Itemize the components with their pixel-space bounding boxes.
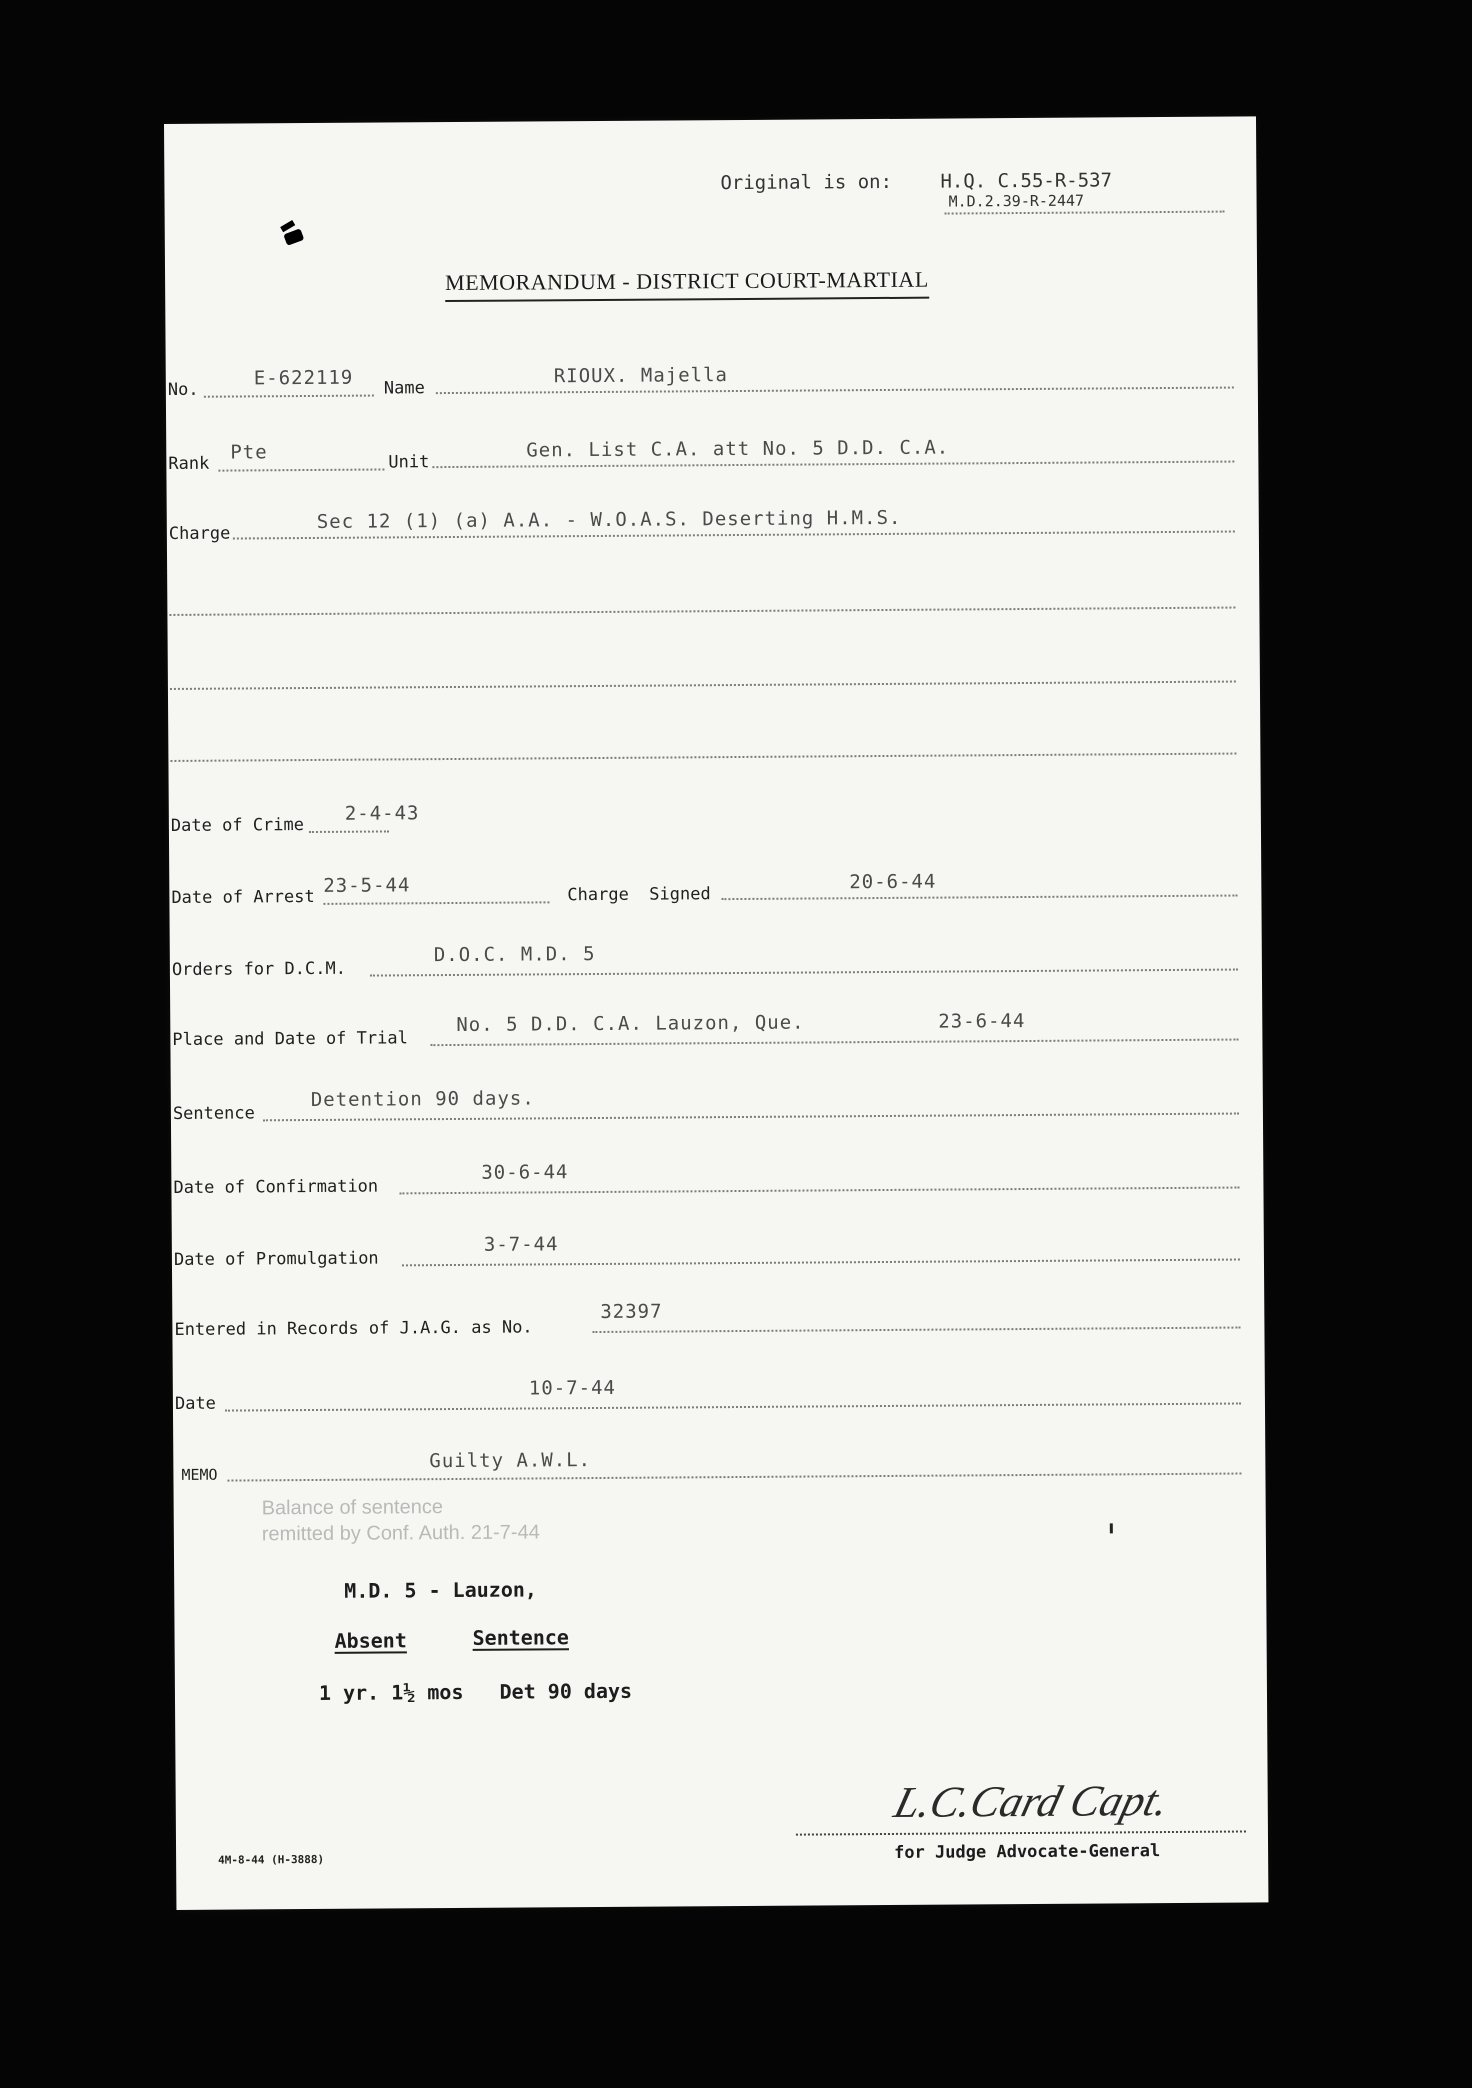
promulgation-value: 3-7-44 — [483, 1233, 559, 1256]
charge-signed-value: 20-6-44 — [849, 870, 937, 894]
rank-label: Rank — [168, 453, 210, 474]
orders-line — [370, 969, 1238, 977]
promulgation-line — [402, 1259, 1240, 1267]
charge-value: Sec 12 (1) (a) A.A. - W.O.A.S. Deserting H.M.S. — [316, 506, 902, 533]
memo-sheet — [164, 116, 1268, 1910]
date-value: 10-7-44 — [528, 1376, 616, 1400]
memo-sentence-header: Sentence — [472, 1625, 569, 1650]
remission-stamp-line2: remitted by Conf. Auth. 21-7-44 — [261, 1521, 540, 1546]
sentence-value: Detention 90 days. — [310, 1087, 535, 1111]
confirmation-label: Date of Confirmation — [173, 1176, 379, 1198]
place-value: No. 5 D.D. C.A. Lauzon, Que. — [456, 1011, 805, 1036]
memo-absent-header: Absent — [334, 1628, 407, 1653]
date-arrest-label: Date of Arrest — [171, 886, 315, 908]
memo-row: 1 yr. 1½ mos Det 90 days — [318, 1678, 633, 1705]
charge-label: Charge — [168, 523, 231, 544]
charge-line-2 — [169, 607, 1235, 616]
confirmation-value: 30-6-44 — [481, 1161, 569, 1184]
unit-line — [432, 461, 1234, 469]
no-line — [204, 395, 374, 398]
date-crime-label: Date of Crime — [170, 815, 305, 836]
rank-line — [218, 468, 384, 471]
page-title: MEMORANDUM - DISTRICT COURT-MARTIAL — [445, 267, 929, 302]
form-code: 4M-8-44 (H-3888) — [218, 1852, 325, 1867]
name-label: Name — [383, 378, 425, 399]
memo-label: MEMO — [181, 1465, 218, 1484]
charge-line-4 — [170, 753, 1236, 762]
original-ref-label: Original is on: — [720, 170, 893, 195]
confirmation-line — [399, 1187, 1239, 1195]
sentence-label: Sentence — [172, 1103, 255, 1124]
date-arrest-line — [323, 901, 549, 905]
no-label: No. — [167, 379, 199, 400]
date-label: Date — [174, 1393, 216, 1414]
signature: L.C.Card Capt. — [889, 1775, 1175, 1827]
promulgation-label: Date of Promulgation — [173, 1248, 379, 1270]
place-line — [430, 1039, 1238, 1047]
charge-signed-label: Charge Signed — [567, 884, 711, 906]
memo-value: Guilty A.W.L. — [429, 1449, 592, 1473]
orders-value: D.O.C. M.D. 5 — [433, 943, 596, 967]
original-ref-line — [945, 211, 1225, 215]
charge-line-3 — [170, 681, 1236, 690]
place-label: Place and Date of Trial — [172, 1028, 408, 1050]
charge-signed-line — [721, 895, 1237, 901]
memo-district: M.D. 5 - Lauzon, — [344, 1577, 537, 1603]
sentence-line — [263, 1113, 1239, 1122]
date-crime-line — [309, 830, 389, 833]
name-line — [436, 387, 1234, 395]
original-ref-hq: H.Q. C.55-R-537 — [940, 169, 1113, 193]
unit-label: Unit — [388, 452, 430, 473]
orders-label: Orders for D.C.M. — [171, 958, 346, 980]
place-date-value: 23-6-44 — [938, 1010, 1026, 1033]
no-value: E-622119 — [253, 366, 354, 390]
signature-line — [796, 1830, 1246, 1835]
date-arrest-value: 23-5-44 — [323, 874, 411, 897]
entered-line — [592, 1327, 1240, 1334]
remission-stamp-line1: Balance of sentence — [261, 1496, 443, 1520]
entered-label: Entered in Records of J.A.G. as No. — [174, 1317, 533, 1340]
entered-value: 32397 — [600, 1300, 663, 1323]
signature-caption: for Judge Advocate-General — [894, 1841, 1161, 1863]
rank-value: Pte — [230, 441, 268, 464]
name-value: RIOUX. Majella — [553, 364, 728, 388]
date-crime-value: 2-4-43 — [344, 802, 420, 825]
original-ref-md: M.D.2.39-R-2447 — [948, 191, 1085, 211]
stray-mark-2 — [283, 228, 304, 246]
memo-line — [227, 1473, 1241, 1482]
date-line — [225, 1403, 1241, 1412]
unit-value: Gen. List C.A. att No. 5 D.D. C.A. — [526, 436, 950, 462]
tick-mark — [1110, 1523, 1113, 1533]
